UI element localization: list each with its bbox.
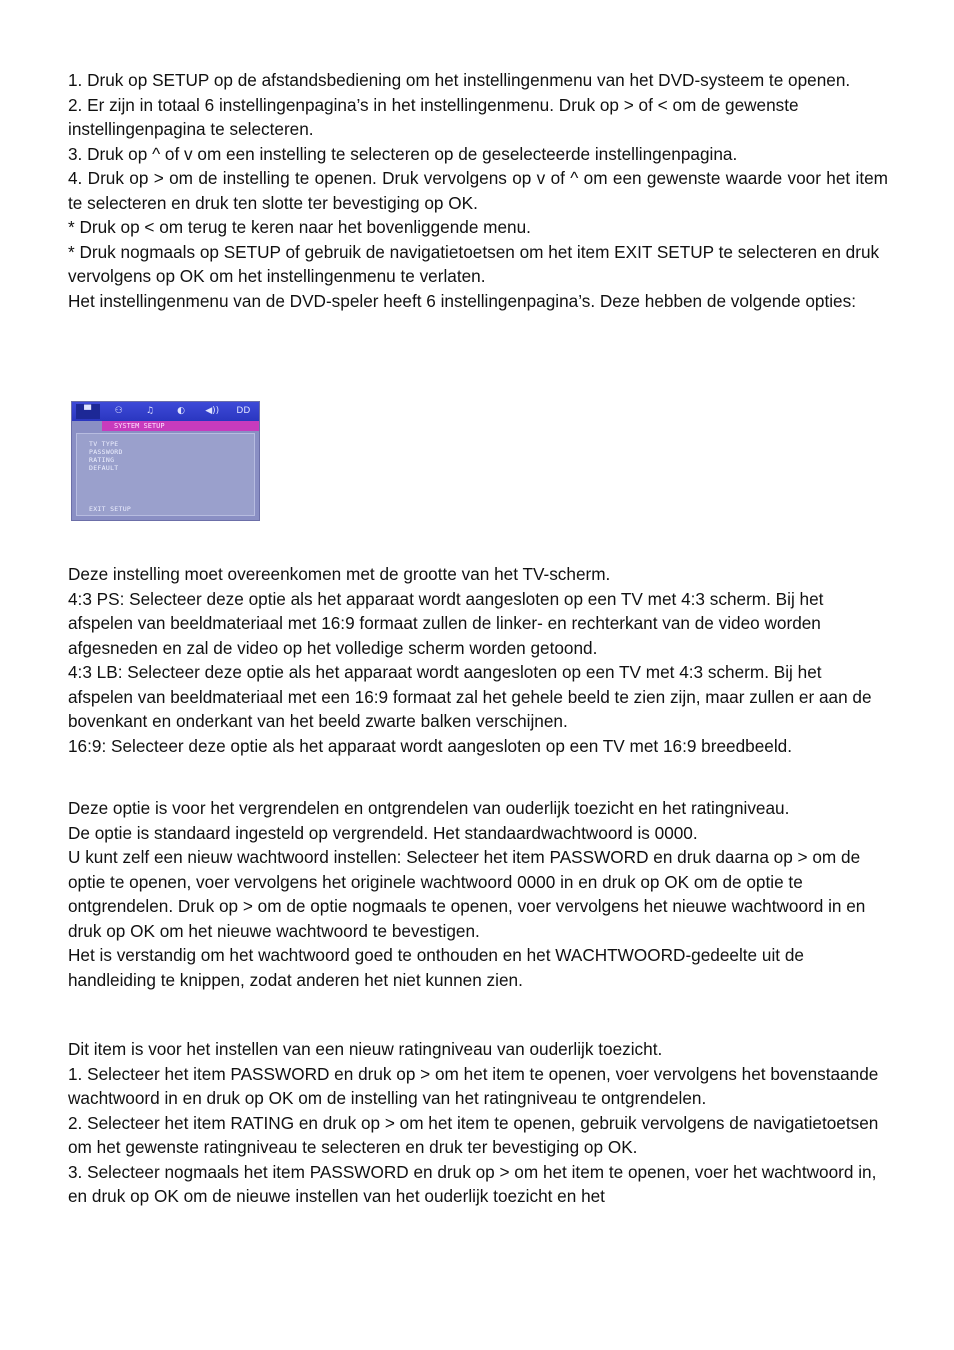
osd-item-rating: RATING [89, 456, 115, 464]
paragraph: Deze optie is voor het vergrendelen en ontgrendelen van ouderlijk toezicht en het ratingniveau. [68, 798, 790, 818]
audio-tab-icon: ♫ [145, 406, 154, 417]
dolby-tab-icon: DD [236, 406, 251, 417]
paragraph: 2. Selecteer het item RATING en druk op > om het item te openen, gebruik vervolgens de navigatietoetsen om het gewenste ratingniveau te selecteren en druk ter bevestiging op OK. [68, 1112, 879, 1157]
paragraph: * Druk nogmaals op SETUP of gebruik de navigatietoetsen om het item EXIT SETUP te selecteren en druk vervolgens op OK om het instellingenmenu te verlaten. [68, 241, 880, 286]
osd-menu-panel [76, 433, 255, 516]
paragraph: 3. Selecteer nogmaals het item PASSWORD en druk op > om het item te openen, voer het wachtwoord in, en druk op OK om de nieuwe instellen van het ouderlijk toezicht en het [68, 1161, 877, 1206]
speaker-tab-icon: ◀)) [205, 406, 220, 417]
osd-item-tv-type: TV TYPE [89, 440, 119, 448]
paragraph: 3. Druk op ^ of v om een instelling te selecteren op de geselecteerde instellingenpagina. [68, 143, 738, 164]
video-tab-icon: ◐ [177, 406, 185, 417]
setup-tab-bar [72, 402, 259, 421]
paragraph: U kunt zelf een nieuw wachtwoord instellen: Selecteer het item PASSWORD en druk daarna op > om de optie te openen, voer vervolgens het originele wachtwoord 0000 in en druk op OK om de optie te ontgrendelen. Druk op > om de optie nogmaals te openen, voer vervolgens het nieuwe wachtwoord in en druk op OK om het nieuwe wachtwoord te bevestigen. [68, 847, 866, 941]
paragraph: 1. Selecteer het item PASSWORD en druk op > om het item te openen, voer vervolgens het bovenstaande wachtwoord in en druk op OK om de instelling van het ratingniveau te ontgrendelen. [68, 1063, 879, 1108]
intro-instructions [68, 68, 888, 313]
password-section [68, 796, 888, 992]
paragraph: 1. Druk op SETUP op de afstandsbediening om het instellingenmenu van het DVD-systeem te openen. [68, 70, 851, 90]
paragraph: Het is verstandig om het wachtwoord goed te onthouden en het WACHTWOORD-gedeelte uit de handleiding te knippen, zodat anderen het niet kunnen zien. [68, 945, 804, 990]
tv-type-section [68, 562, 888, 758]
osd-item-password: PASSWORD [89, 448, 123, 456]
osd-item-default: DEFAULT [89, 464, 119, 472]
language-tab-icon: ⚇ [114, 406, 123, 417]
paragraph: 4:3 PS: Selecteer deze optie als het apparaat wordt aangesloten op een TV met 4:3 scherm. Bij het afspelen van beeldmateriaal met 16:9 formaat zullen de linker- en rechterkant van de video worden afgesneden en zal de video op het volledige scherm worden getoond. [68, 588, 824, 658]
paragraph: 2. Er zijn in totaal 6 instellingenpagina’s in het instellingenmenu. Druk op > of < om de gewenste instellingenpagina te selecteren. [68, 94, 799, 139]
paragraph: Het instellingenmenu van de DVD-speler heeft 6 instellingenpagina’s. Deze hebben de volgende opties: [68, 290, 856, 311]
paragraph: 16:9: Selecteer deze optie als het apparaat wordt aangesloten op een TV met 16:9 breedbeeld. [68, 735, 792, 756]
paragraph: 4. Druk op > om de instelling te openen. Druk vervolgens op v of ^ om een gewenste waarde voor het item te selecteren en druk ten slotte ter bevestiging op OK. [68, 168, 888, 213]
system-tab-icon: ▀ [76, 404, 100, 419]
paragraph: 4:3 LB: Selecteer deze optie als het apparaat wordt aangesloten op een TV met 4:3 scherm. Bij het afspelen van beeldmateriaal met een 16:9 formaat zal het gehele beeld te zien zijn, maar zullen er aan de bovenkant en onderkant van het beeld zwarte balken verschijnen. [68, 662, 872, 731]
osd-page-title: SYSTEM SETUP [102, 421, 260, 431]
paragraph: * Druk op < om terug te keren naar het bovenliggende menu. [68, 217, 531, 237]
paragraph: Deze instelling moet overeenkomen met de grootte van het TV-scherm. [68, 564, 611, 584]
osd-item-exit-setup: EXIT SETUP [89, 505, 132, 513]
paragraph: De optie is standaard ingesteld op vergrendeld. Het standaardwachtwoord is 0000. [68, 822, 698, 843]
rating-section [68, 1037, 888, 1209]
system-setup-screenshot [71, 401, 260, 521]
paragraph: Dit item is voor het instellen van een nieuw ratingniveau van ouderlijk toezicht. [68, 1039, 663, 1059]
